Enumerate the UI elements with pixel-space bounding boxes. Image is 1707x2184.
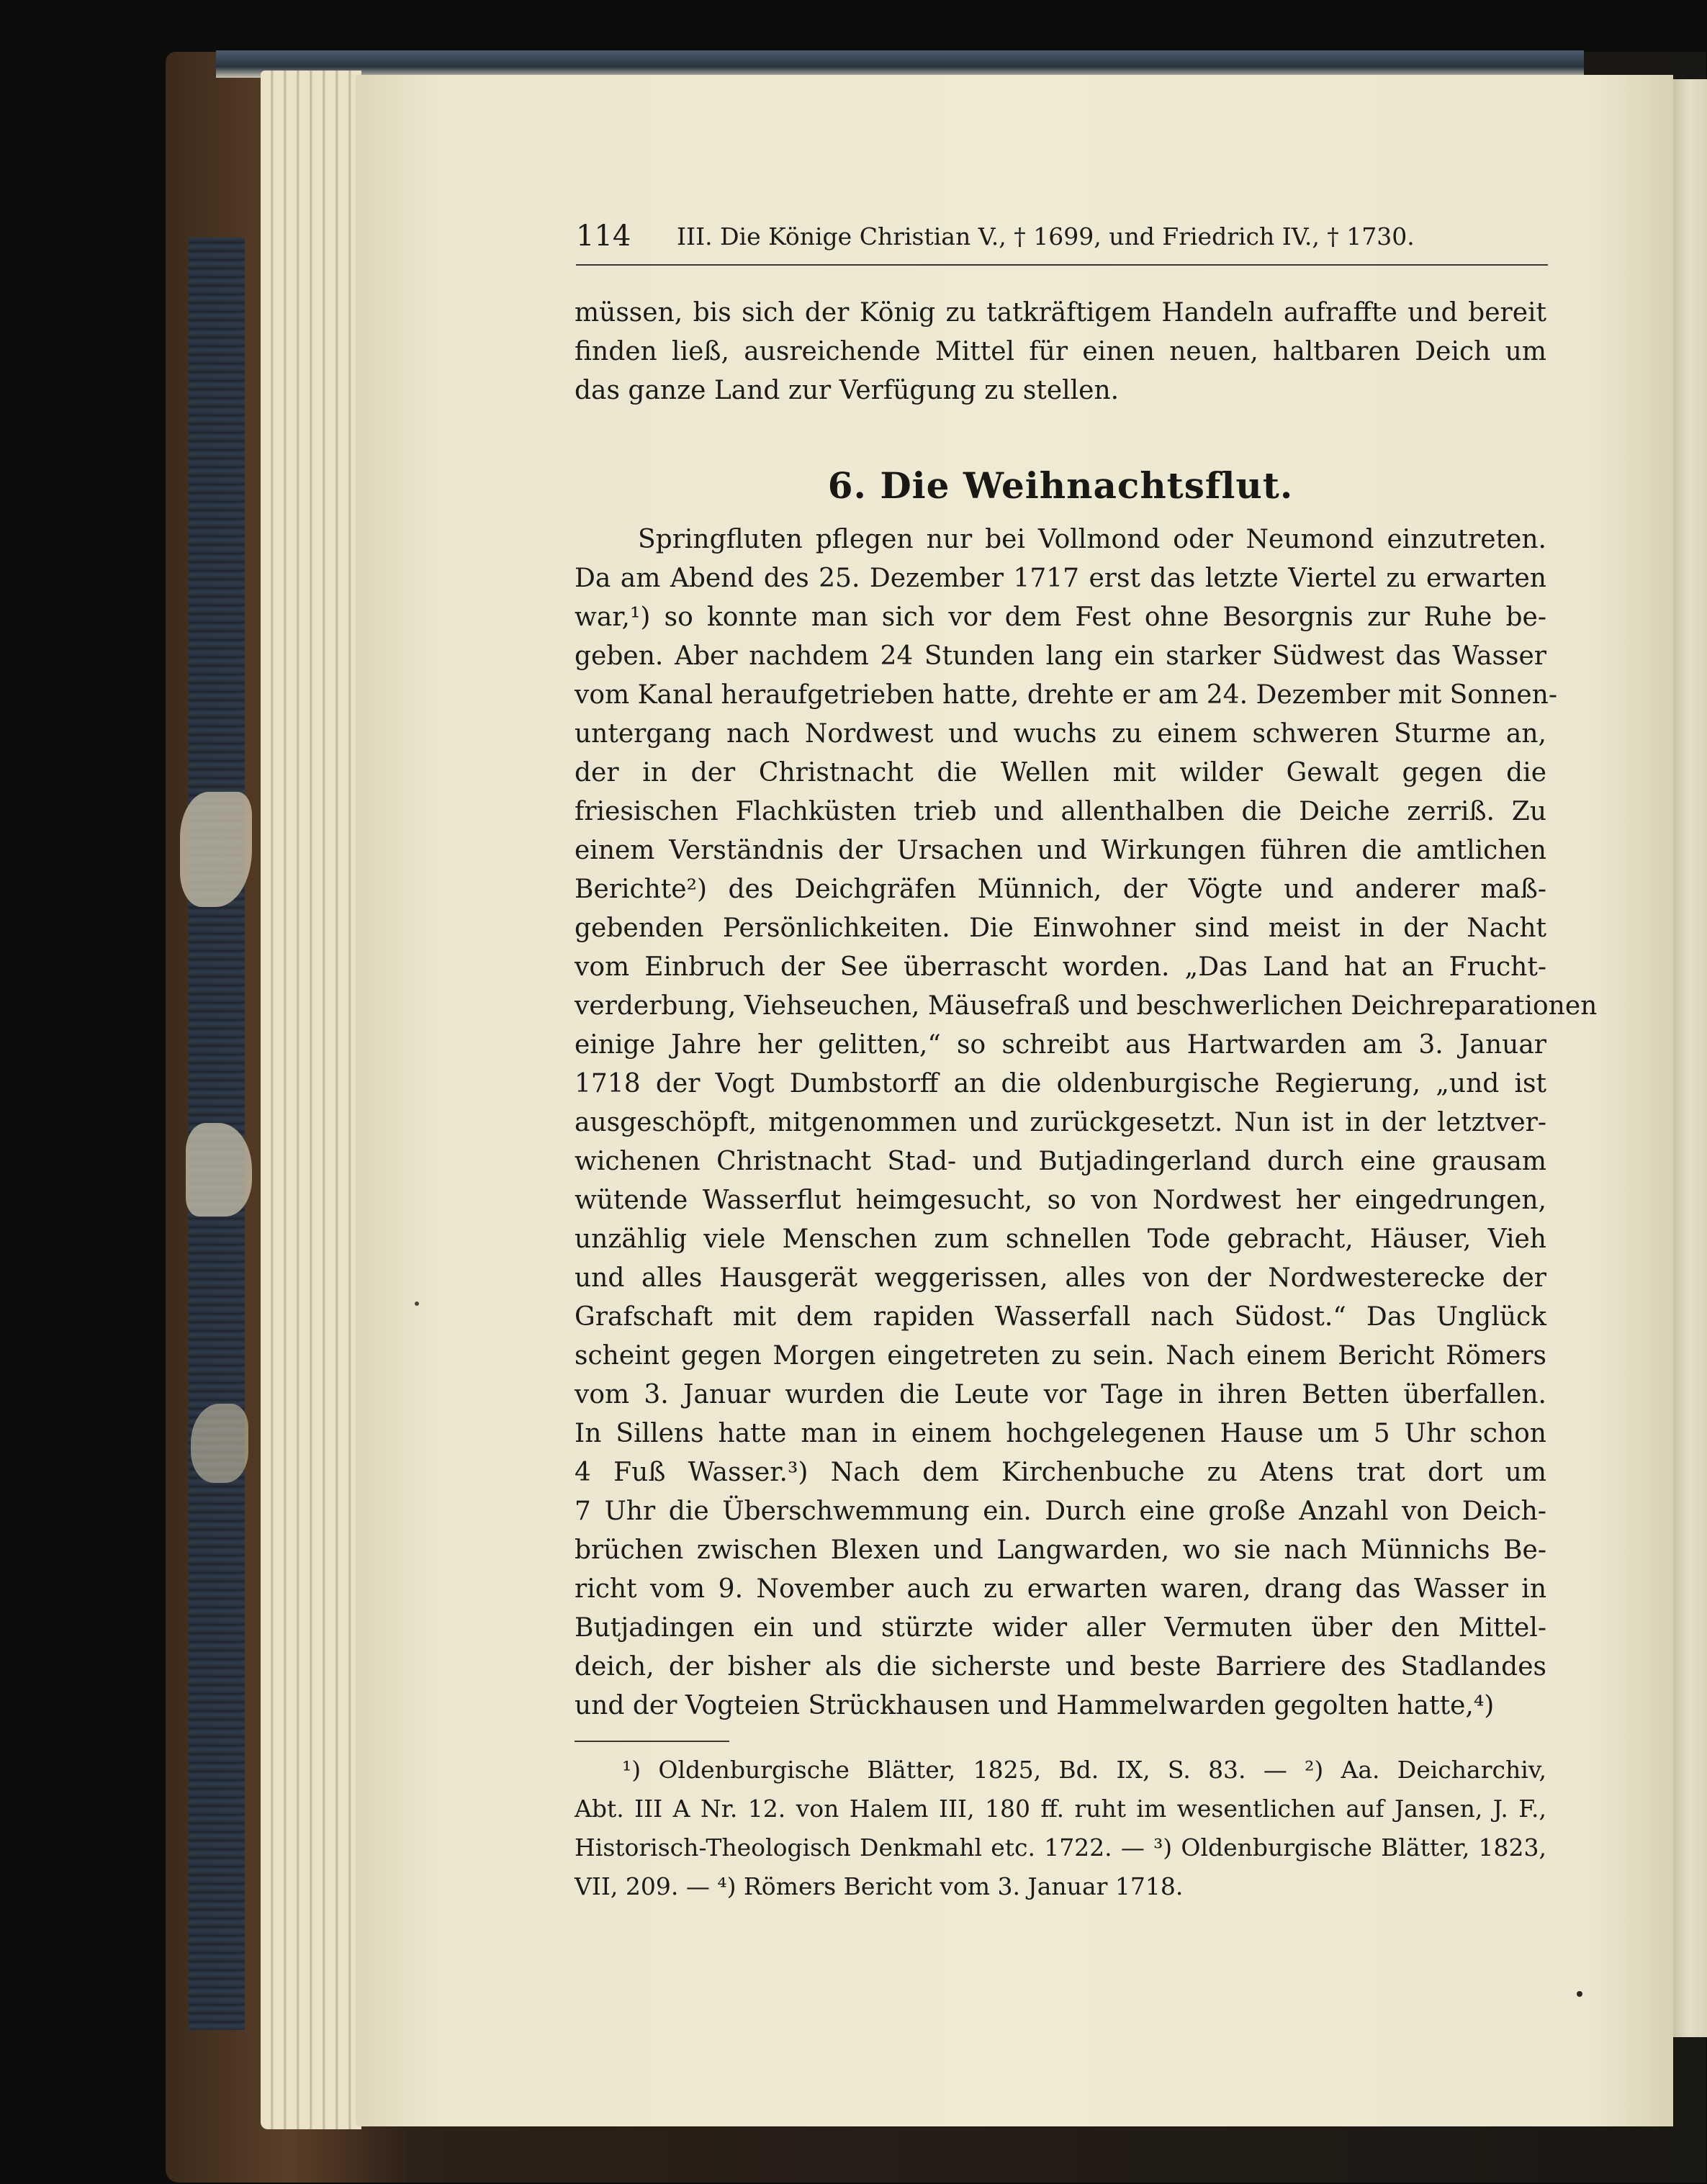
text-line: Da am Abend des 25. Dezember 1717 erst das letzte Viertel zu erwarten [575,564,1546,593]
cloth-damage [180,792,252,907]
text-line: 7 Uhr die Überschwemmung ein. Durch eine große Anzahl von Deich- [575,1497,1546,1526]
text-line: Springfluten pflegen nur bei Vollmond oder Neumond einzutreten. [638,525,1546,554]
text-line: brüchen zwischen Blexen und Langwarden, wo sie nach Münnichs Be- [575,1535,1546,1565]
text-line: geben. Aber nachdem 24 Stunden lang ein starker Südwest das Wasser [575,641,1546,671]
page-stack-edge [261,71,361,2129]
paper-speck [1577,1991,1582,1997]
text-line: einige Jahre her gelitten,“ so schreibt aus Hartwarden am 3. Januar [575,1030,1546,1060]
text-line: und der Vogteien Strückhausen und Hammelwarden gegolten hatte,⁴) [575,1691,1495,1720]
page-number: 114 [576,220,631,253]
text-line: vom Kanal heraufgetrieben hatte, drehte er am 24. Dezember mit Sonnen- [575,680,1557,710]
text-line: Grafschaft mit dem rapiden Wasserfall nach Südost.“ Das Unglück [575,1302,1546,1332]
text-line: Butjadingen ein und stürzte wider aller Vermuten über den Mittel- [575,1613,1546,1643]
section-heading: 6. Die Weihnachtsflut. [827,464,1294,507]
text-line: das ganze Land zur Verfügung zu stellen. [575,376,1120,405]
footnote-rule [575,1741,729,1742]
text-line: gebenden Persönlichkeiten. Die Einwohner sind meist in der Nacht [575,913,1546,943]
text-line: richt vom 9. November auch zu erwarten waren, drang das Wasser in [575,1574,1546,1604]
cloth-damage [186,1123,252,1217]
text-line: der in der Christnacht die Wellen mit wilder Gewalt gegen die [575,758,1546,788]
text-line: untergang nach Nordwest und wuchs zu einem schweren Sturme an, [575,719,1546,749]
text-line: vom 3. Januar wurden die Leute vor Tage in ihren Betten überfallen. [575,1380,1546,1409]
text-line: friesischen Flachküsten trieb und allenthalben die Deiche zerriß. Zu [575,797,1546,826]
text-line: 1718 der Vogt Dumbstorff an die oldenburgische Regierung, „und ist [575,1069,1546,1098]
text-line: einem Verständnis der Ursachen und Wirkungen führen die amtlichen [575,836,1546,865]
text-line: ausgeschöpft, mitgenommen und zurückgesetzt. Nun ist in der letztver- [575,1108,1546,1137]
text-line: In Sillens hatte man in einem hochgelegenen Hause um 5 Uhr schon [575,1419,1546,1448]
footnote-line: VII, 209. — ⁴) Römers Bericht vom 3. Januar 1718. [575,1872,1184,1900]
footnote-line: Historisch-Theologisch Denkmahl etc. 1722. — ³) Oldenburgische Blätter, 1823, [575,1833,1546,1862]
text-line: müssen, bis sich der König zu tatkräftigem Handeln aufraffte und bereit [575,298,1546,328]
footnote-line: ¹) Oldenburgische Blätter, 1825, Bd. IX, S. 83. — ²) Aa. Deicharchiv, [622,1756,1546,1784]
text-line: wichenen Christnacht Stad- und Butjadingerland durch eine grausam [575,1147,1546,1176]
text-line: 4 Fuß Wasser.³) Nach dem Kirchenbuche zu Atens trat dort um [575,1458,1546,1487]
footnote-line: Abt. III A Nr. 12. von Halem III, 180 ff. ruht im wesentlichen auf Jansen, J. F., [575,1795,1546,1823]
text-line: verderbung, Viehseuchen, Mäusefraß und beschwerlichen Deichreparationen [575,991,1598,1021]
paper-speck [415,1301,419,1306]
cloth-damage [191,1404,248,1483]
text-line: deich, der bisher als die sicherste und beste Barriere des Stadlandes [575,1652,1546,1682]
text-line: vom Einbruch der See überrascht worden. „Das Land hat an Frucht- [575,952,1546,982]
text-line: war,¹) so konnte man sich vor dem Fest ohne Besorgnis zur Ruhe be- [575,603,1546,632]
text-line: unzählig viele Menschen zum schnellen Tode gebracht, Häuser, Vieh [575,1224,1546,1254]
text-line: und alles Hausgerät weggerissen, alles von der Nordwesterecke der [575,1263,1546,1293]
text-line: finden ließ, ausreichende Mittel für einen neuen, haltbaren Deich um [575,337,1546,366]
text-line: Berichte²) des Deichgräfen Münnich, der Vögte und anderer maß- [575,875,1546,904]
text-line: wütende Wasserflut heimgesucht, so von Nordwest her eingedrungen, [575,1186,1546,1215]
running-title: III. Die Könige Christian V., † 1699, und Friedrich IV., † 1730. [677,222,1415,251]
text-line: scheint gegen Morgen eingetreten zu sein. Nach einem Bericht Römers [575,1341,1546,1371]
running-head [576,220,1548,266]
top-binding-strip [216,50,1584,78]
